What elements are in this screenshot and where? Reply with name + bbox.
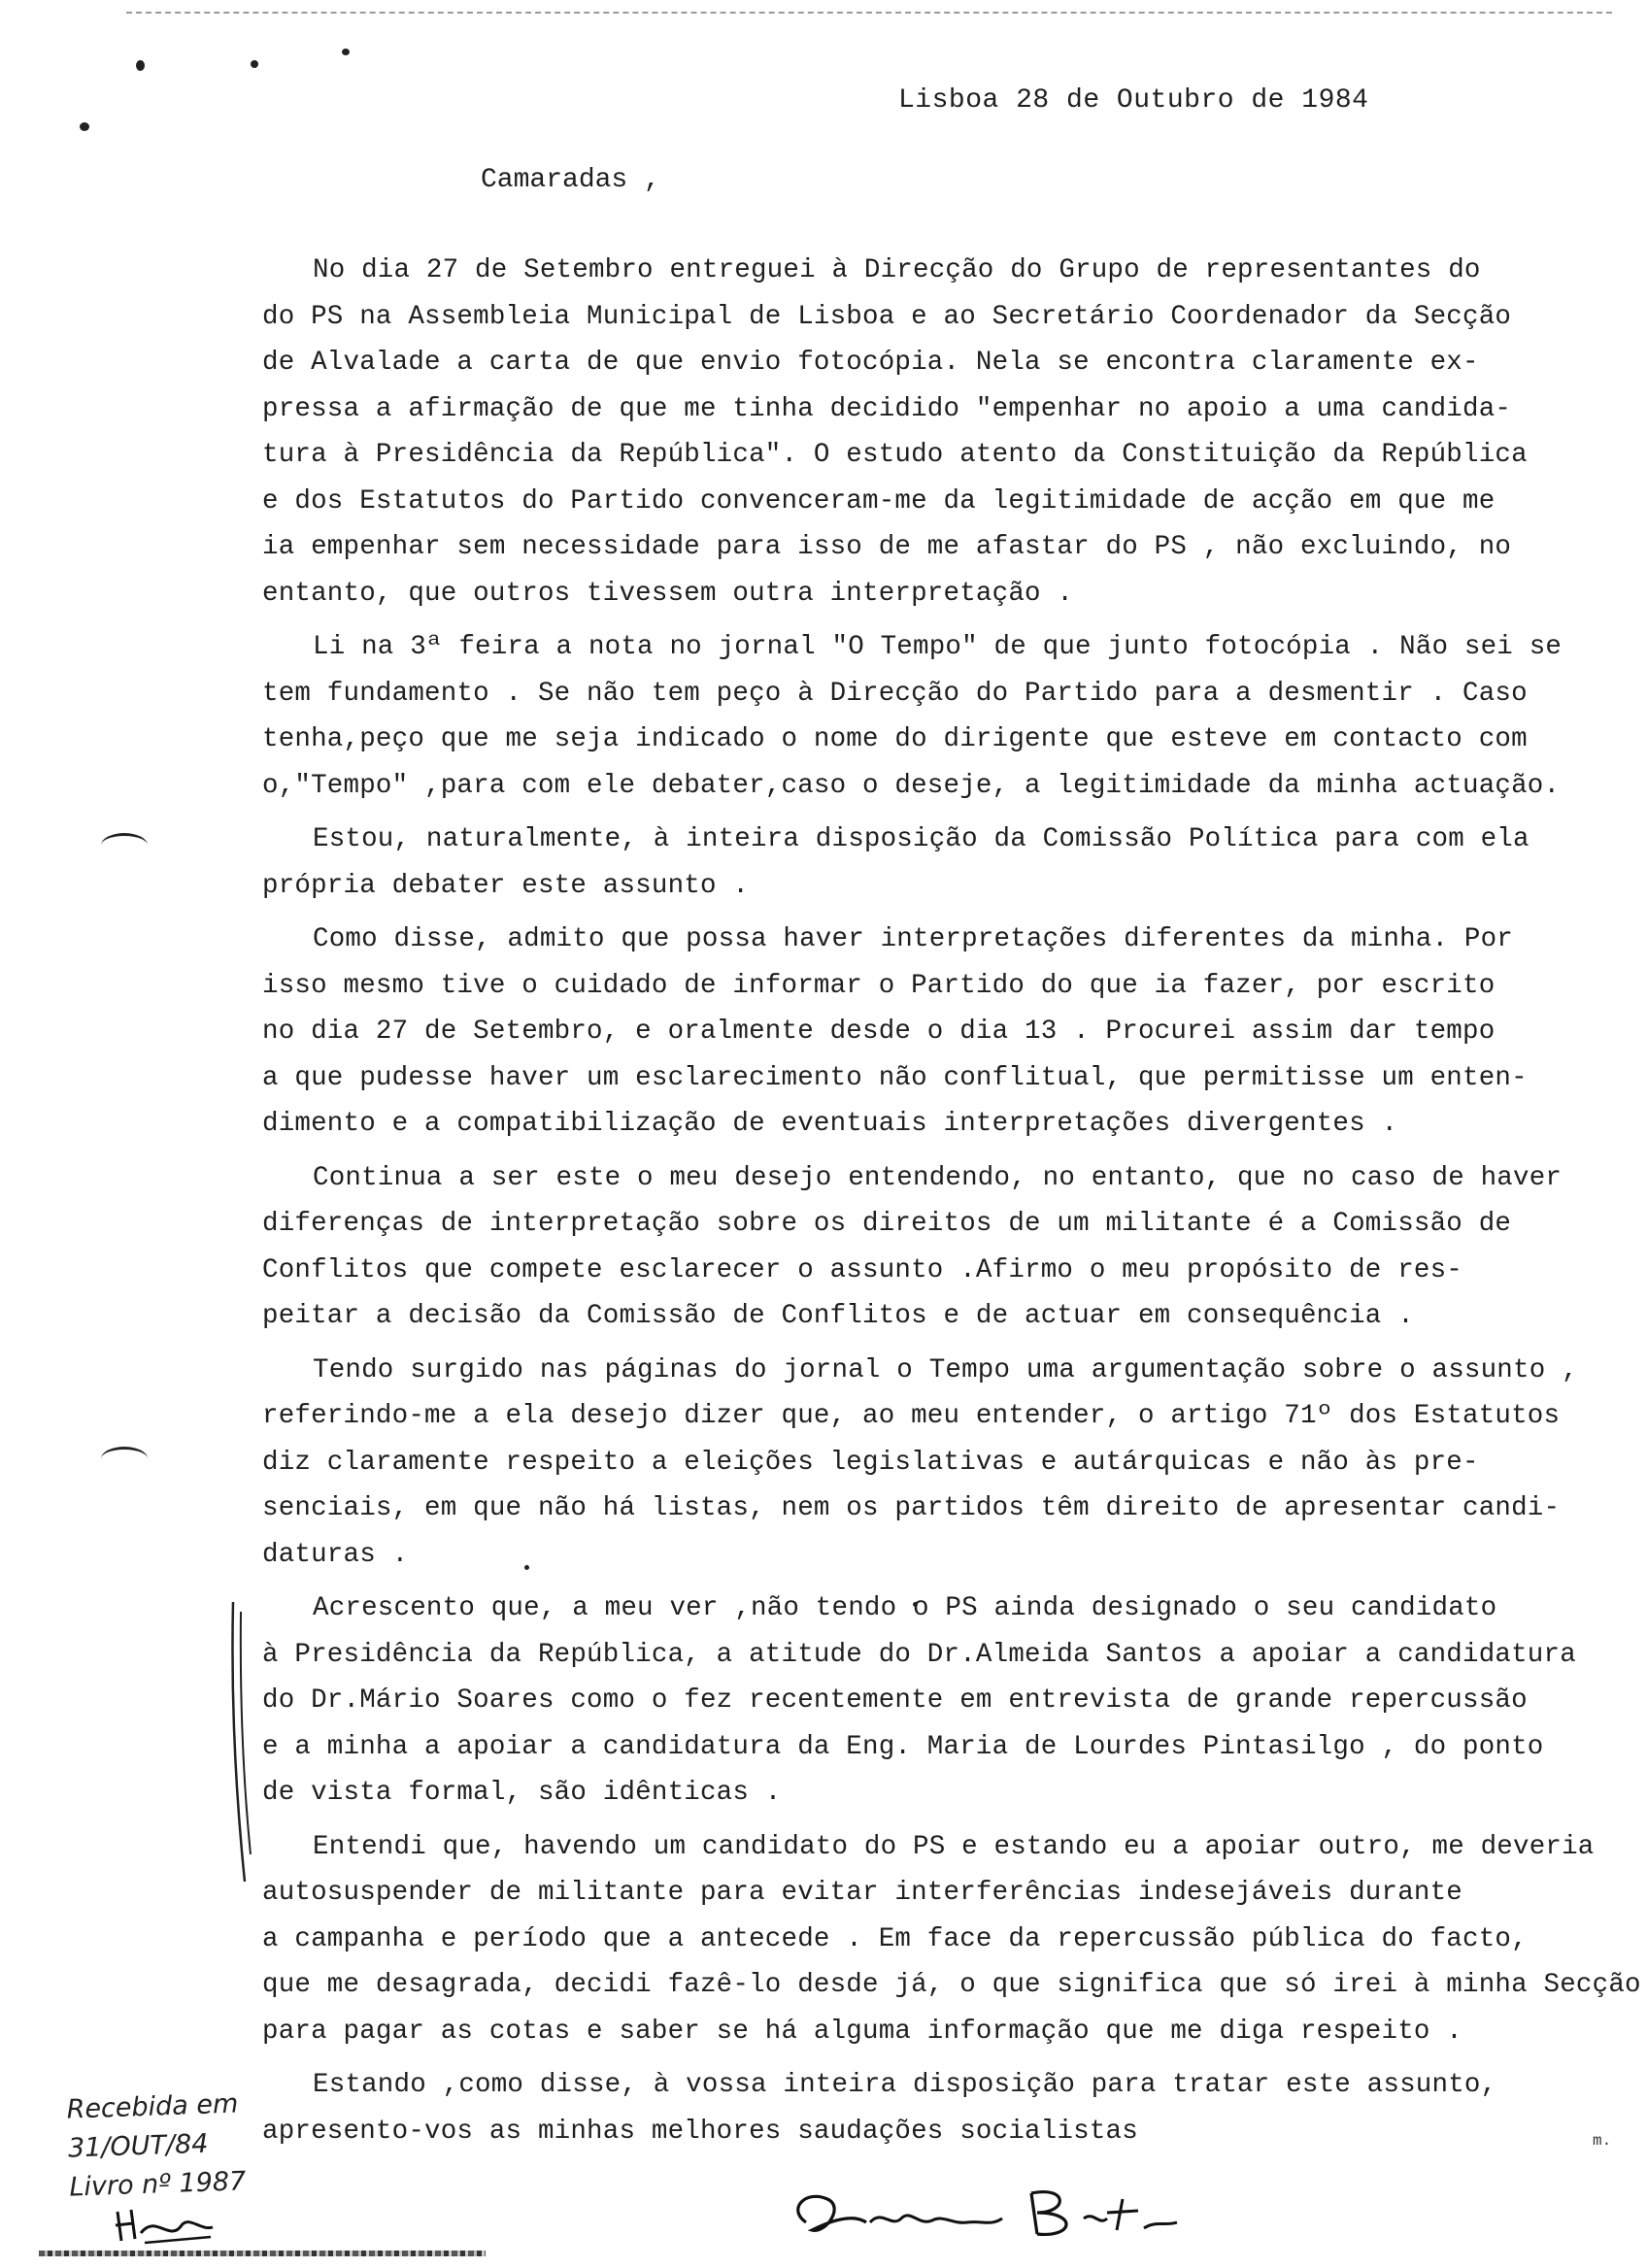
letter-paragraph	[262, 1348, 1578, 1579]
letter-line: a que pudesse haver um esclarecimento não conflitual, que permitisse um enten-	[262, 1062, 1528, 1093]
letter-line: Li na 3ª feira a nota no jornal "O Tempo" de que junto fotocópia . Não sei se	[313, 632, 1563, 662]
letter-line: própria debater este assunto .	[262, 870, 750, 901]
letter-line: de Alvalade a carta de que envio fotocópia. Nela se encontra claramente ex-	[262, 348, 1479, 378]
letter-line: No dia 27 de Setembro entreguei à Direcção do Grupo de representantes do	[313, 255, 1481, 285]
letter-line: daturas .	[262, 1539, 409, 1570]
scan-speck	[342, 49, 350, 55]
margin-mark	[101, 1447, 148, 1471]
letter-line: a campanha e período que a antecede . Em face da repercussão pública do facto,	[262, 1923, 1528, 1954]
letter-line: dimento e a compatibilização de eventuais interpretações divergentes .	[262, 1109, 1398, 1139]
margin-mark-text: m.	[1593, 2132, 1612, 2150]
letter-line: Conflitos que compete esclarecer o assunto .Afirmo o meu propósito de res-	[262, 1254, 1462, 1285]
letter-line: isso mesmo tive o cuidado de informar o Partido do que ia fazer, por escrito	[262, 970, 1496, 1001]
letter-paragraph	[262, 2062, 1563, 2154]
letter-body	[262, 248, 1641, 2162]
letter-line: tem fundamento . Se não tem peço à Direcção do Partido para a desmentir . Caso	[262, 678, 1528, 709]
letter-paragraph	[262, 917, 1563, 1148]
letter-line: apresento-vos as minhas melhores saudações socialistas	[262, 2116, 1138, 2147]
letter-salutation: Camaradas ,	[481, 165, 660, 195]
letter-line: o,"Tempo" ,para com ele debater,caso o deseje, a legitimidade da minha actuação.	[262, 770, 1561, 801]
letter-line: Acrescento que, a meu ver ,não tendo o PS ainda designado o seu candidato	[313, 1593, 1497, 1623]
letter-paragraph	[262, 1585, 1576, 1817]
handwritten-note-line: 31/OUT/84	[67, 2128, 209, 2164]
letter-line: ia empenhar sem necessidade para isso de me afastar do PS , não excluindo, no	[262, 532, 1512, 562]
letter-line: peitar a decisão da Comissão de Conflitos e de actuar em consequência .	[262, 1301, 1414, 1331]
signature-image	[777, 2180, 1185, 2248]
letter-line: tenha,peço que me seja indicado o nome do dirigente que esteve em contacto com	[262, 724, 1528, 754]
letter-line: Continua a ser este o meu desejo entendendo, no entanto, que no caso de haver	[313, 1162, 1563, 1193]
letter-line: e dos Estatutos do Partido convenceram-me da legitimidade de acção em que me	[262, 485, 1496, 517]
letter-line: autosuspender de militante para evitar interferências indesejáveis durante	[262, 1878, 1462, 1908]
letter-line: tura à Presidência da República". O estudo atento da Constituição da República	[262, 440, 1528, 470]
letter-paragraph	[262, 248, 1563, 617]
letter-line: no dia 27 de Setembro, e oralmente desde o dia 13 . Procurei assim dar tempo	[262, 1017, 1496, 1047]
letter-line: Tendo surgido nas páginas do jornal o Tempo uma argumentação sobre o assunto ,	[313, 1354, 1578, 1385]
handwritten-note-line: Recebida em	[66, 2088, 239, 2125]
letter-line: Como disse, admito que possa haver interpretações diferentes da minha. Por	[313, 924, 1513, 954]
letter-line: referindo-me a ela desejo dizer que, ao meu entender, o artigo 71º dos Estatutos	[262, 1401, 1561, 1431]
letter-line: Estando ,como disse, à vossa inteira disposição para tratar este assunto,	[313, 2070, 1497, 2100]
letter-line: do Dr.Mário Soares como o fez recentemente em entrevista de grande repercussão	[262, 1685, 1528, 1716]
letter-line: de vista formal, são idênticas .	[262, 1778, 782, 1808]
letter-line: Entendi que, havendo um candidato do PS e estando eu a apoiar outro, me deveria	[313, 1831, 1595, 1862]
letter-line: do PS na Assembleia Municipal de Lisboa e ao Secretário Coordenador da Secção	[262, 301, 1512, 332]
handwritten-initials-icon	[112, 2204, 218, 2248]
scan-speck	[136, 60, 145, 71]
letter-date: Lisboa 28 de Outubro de 1984	[898, 85, 1369, 116]
letter-line: à Presidência da República, a atitude do Dr.Almeida Santos a apoiar a candidatura	[262, 1639, 1576, 1670]
letter-paragraph	[262, 1155, 1563, 1340]
letter-line: para pagar as cotas e saber se há alguma informação que me diga respeito .	[262, 2016, 1462, 2047]
scan-speck	[251, 60, 258, 68]
letter-paragraph	[262, 624, 1563, 809]
top-scan-border	[126, 12, 1612, 14]
letter-line: entanto, que outros tivessem outra interpretação .	[262, 578, 1074, 609]
handwritten-note-line: Livro nº 1987	[68, 2166, 247, 2203]
margin-bracket-icon	[225, 1602, 254, 1884]
letter-line: que me desagrada, decidi fazê-lo desde já, o que significa que só irei à minha Secção	[262, 1970, 1641, 2000]
letter-paragraph	[262, 817, 1563, 909]
letter-paragraph	[262, 1824, 1641, 2055]
letter-line: e a minha a apoiar a candidatura da Eng. Maria de Lourdes Pintasilgo , do ponto	[262, 1731, 1544, 1762]
letter-line: pressa a afirmação de que me tinha decidido "empenhar no apoio a uma candida-	[262, 393, 1512, 424]
letter-line: Estou, naturalmente, à inteira disposição da Comissão Política para com ela	[313, 824, 1529, 854]
handwritten-receipt-note	[66, 2084, 274, 2207]
letter-line: senciais, em que não há listas, nem os partidos têm direito de apresentar candi-	[262, 1493, 1561, 1523]
margin-mark	[101, 833, 148, 857]
bottom-scan-border	[39, 2251, 486, 2256]
scan-speck	[80, 122, 89, 131]
letter-line: diferenças de interpretação sobre os direitos de um militante é a Comissão de	[262, 1209, 1512, 1239]
letter-line: diz claramente respeito a eleições legislativas e autárquicas e não às pre-	[262, 1447, 1479, 1478]
